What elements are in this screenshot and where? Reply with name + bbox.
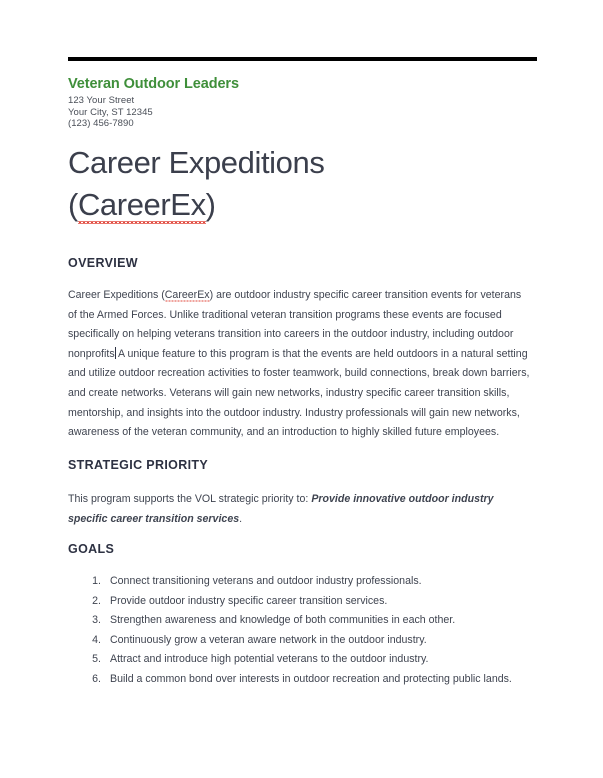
- list-item-number: 2.: [92, 594, 101, 607]
- list-item: [68, 611, 538, 631]
- list-item-label: Build a common bond over interests in outdoor recreation and protecting public lands.: [110, 672, 512, 685]
- list-item: [68, 592, 538, 612]
- list-item-label: Strengthen awareness and knowledge of both communities in each other.: [110, 614, 456, 627]
- list-item-number: 3.: [92, 614, 101, 627]
- overview-misspelled-word: CareerEx: [164, 289, 210, 301]
- page-title-misspelled-word: CareerEx: [77, 187, 206, 222]
- list-item-label: Attract and introduce high potential veterans to the outdoor industry.: [110, 653, 429, 666]
- header-rule-divider: [68, 57, 537, 61]
- address-street: 123 Your Street: [68, 95, 135, 106]
- organization-name: Veteran Outdoor Leaders: [68, 76, 239, 92]
- strategic-priority-paragraph: [68, 490, 532, 529]
- section-heading-goals: GOALS: [68, 542, 115, 556]
- overview-text-part-1: Career Expeditions (: [68, 289, 165, 301]
- overview-paragraph: [68, 286, 532, 443]
- strategic-priority-tail-text: .: [239, 512, 243, 525]
- page-title-line-1: Career Expeditions: [68, 145, 325, 180]
- list-item-label: Connect transitioning veterans and outdoor industry professionals.: [110, 575, 422, 587]
- page-title: [68, 142, 538, 226]
- strategic-priority-lead-text: This program supports the VOL strategic priority to:: [68, 493, 312, 505]
- letterhead-block: [68, 75, 538, 130]
- address-city-state-zip: Your City, ST 12345: [68, 106, 153, 118]
- page-title-paren-open: (: [68, 187, 78, 222]
- section-heading-strategic-priority: STRATEGIC PRIORITY: [68, 458, 209, 472]
- list-item-number: 4.: [92, 633, 101, 646]
- page-title-paren-close: ): [205, 187, 216, 222]
- list-item: [68, 670, 538, 690]
- list-item: [68, 631, 538, 651]
- strategic-priority-emphasis-text: Provide innovative outdoor industry specific career transition services: [68, 493, 494, 525]
- list-item-number: 1.: [92, 575, 101, 587]
- goals-list: [68, 572, 538, 690]
- overview-text-part-3: A unique feature to this program is that the events are held outdoors in a natural setting and utilize outdoor recreation activities to foster teamwork, build connections, break down barriers, and create networks. Veterans will gain new networks, industry specific career transition skills, mentorship, and insights into the outdoor industry. Industry professionals will gain new networks, awareness of the veteran community, and an introduction to highly skilled future employees.: [68, 347, 530, 439]
- section-overview: [68, 256, 532, 443]
- overview-text-part-2: ) are outdoor industry specific career transition events for veterans of the Armed Forces. Unlike traditional veteran transition programs these events are focused specifically on helping veterans transition into careers in the outdoor industry, including outdoor nonprofits: [68, 289, 522, 360]
- list-item-number: 6.: [92, 672, 101, 685]
- list-item-label: Continuously grow a veteran aware network in the outdoor industry.: [110, 633, 427, 646]
- list-item-label: Provide outdoor industry specific career transition services.: [110, 594, 388, 607]
- section-heading-overview: OVERVIEW: [68, 256, 138, 270]
- list-item: [68, 572, 538, 592]
- address-phone: (123) 456-7890: [68, 118, 134, 130]
- list-item-number: 5.: [92, 653, 101, 666]
- section-strategic-priority: [68, 458, 532, 529]
- section-goals: [68, 542, 538, 690]
- list-item: [68, 650, 538, 670]
